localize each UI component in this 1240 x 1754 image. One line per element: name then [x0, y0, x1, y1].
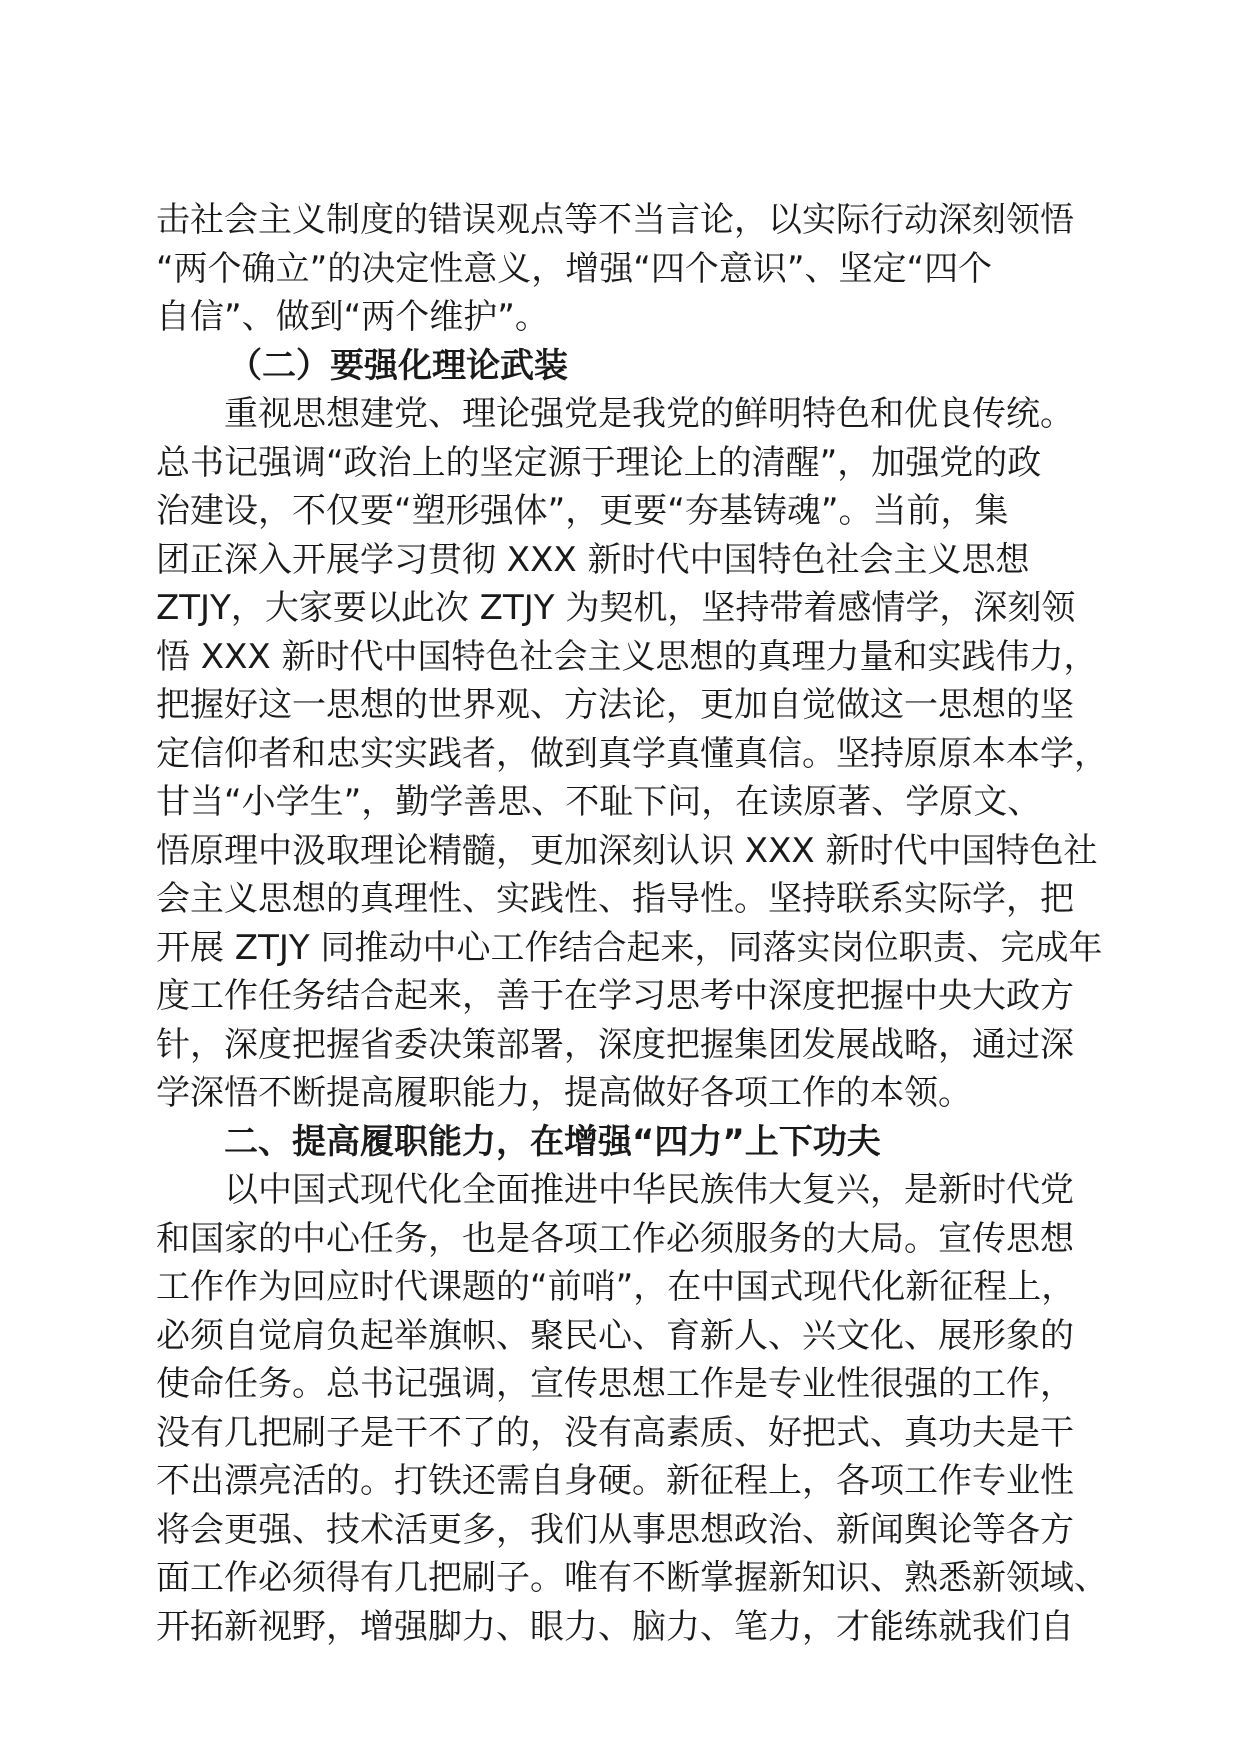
- body-line: 必须自觉肩负起举旗帜、聚民心、育新人、兴文化、展形象的: [156, 1315, 1074, 1356]
- document-body: [156, 196, 1108, 1651]
- body-line: 不出漂亮活的。打铁还需自身硬。新征程上，各项工作专业性: [156, 1461, 1074, 1501]
- body-line: 度工作任务结合起来，善于在学习思考中深度把握中央大政方: [156, 976, 1074, 1016]
- paragraph-first-line: 重视思想建党、理论强党是我党的鲜明特色和优良传统。: [224, 394, 1074, 434]
- paragraph-first-line: 以中国式现代化全面推进中华民族伟大复兴，是新时代党: [224, 1170, 1074, 1210]
- body-line: 工作作为回应时代课题的“前哨”，在中国式现代化新征程上，: [156, 1267, 1076, 1307]
- body-line: 将会更强、技术活更多，我们从事思想政治、新闻舆论等各方: [156, 1509, 1074, 1550]
- body-line: 和国家的中心任务，也是各项工作必须服务的大局。宣传思想: [156, 1218, 1074, 1259]
- body-line: 治建设，不仅要“塑形强体”，更要“夯基铸魂”。当前，集: [156, 491, 1009, 531]
- body-line: 面工作必须得有几把刷子。唯有不断掌握新知识、熟悉新领域、: [156, 1558, 1108, 1598]
- body-line: “两个确立”的决定性意义，增强“四个意识”、坚定“四个: [156, 248, 993, 289]
- body-line: 开拓新视野，增强脚力、眼力、脑力、笔力，才能练就我们自: [156, 1606, 1074, 1647]
- body-line: 使命任务。总书记强调，宣传思想工作是专业性很强的工作，: [156, 1364, 1074, 1404]
- body-line: 自信”、做到“两个维护”。: [156, 297, 549, 337]
- body-line: 甘当“小学生”，勤学善思、不耻下问，在读原著、学原文、: [156, 782, 1042, 822]
- body-line: ZTJY，大家要以此次 ZTJY 为契机，坚持带着感情学，深刻领: [156, 588, 1076, 628]
- body-line: 学深悟不断提高履职能力，提高做好各项工作的本领。: [156, 1073, 972, 1113]
- body-line: 把握好这一思想的世界观、方法论，更加自觉做这一思想的坚: [156, 685, 1074, 725]
- section-heading: 二、提高履职能力，在增强“四力”上下功夫: [224, 1121, 881, 1162]
- body-line: 击社会主义制度的错误观点等不当言论，以实际行动深刻领悟: [156, 200, 1074, 240]
- body-line: 没有几把刷子是干不了的，没有高素质、好把式、真功夫是干: [156, 1412, 1074, 1453]
- section-subheading: （二）要强化理论武装: [228, 345, 568, 386]
- body-line: 会主义思想的真理性、实践性、指导性。坚持联系实际学，把: [156, 879, 1074, 919]
- body-line: 总书记强调“政治上的坚定源于理论上的清醒”，加强党的政: [156, 442, 1042, 483]
- body-line: 针，深度把握省委决策部署，深度把握集团发展战略，通过深: [156, 1024, 1074, 1065]
- body-line: 悟原理中汲取理论精髓，更加深刻认识 XXX 新时代中国特色社: [156, 830, 1098, 871]
- body-line: 团正深入开展学习贯彻 XXX 新时代中国特色社会主义思想: [156, 539, 1030, 580]
- body-line: 定信仰者和忠实实践者，做到真学真懂真信。坚持原原本本学，: [156, 733, 1108, 774]
- body-line: 开展 ZTJY 同推动中心工作结合起来，同落实岗位职责、完成年: [156, 927, 1103, 968]
- body-line: 悟 XXX 新时代中国特色社会主义思想的真理力量和实践伟力，: [156, 636, 1098, 677]
